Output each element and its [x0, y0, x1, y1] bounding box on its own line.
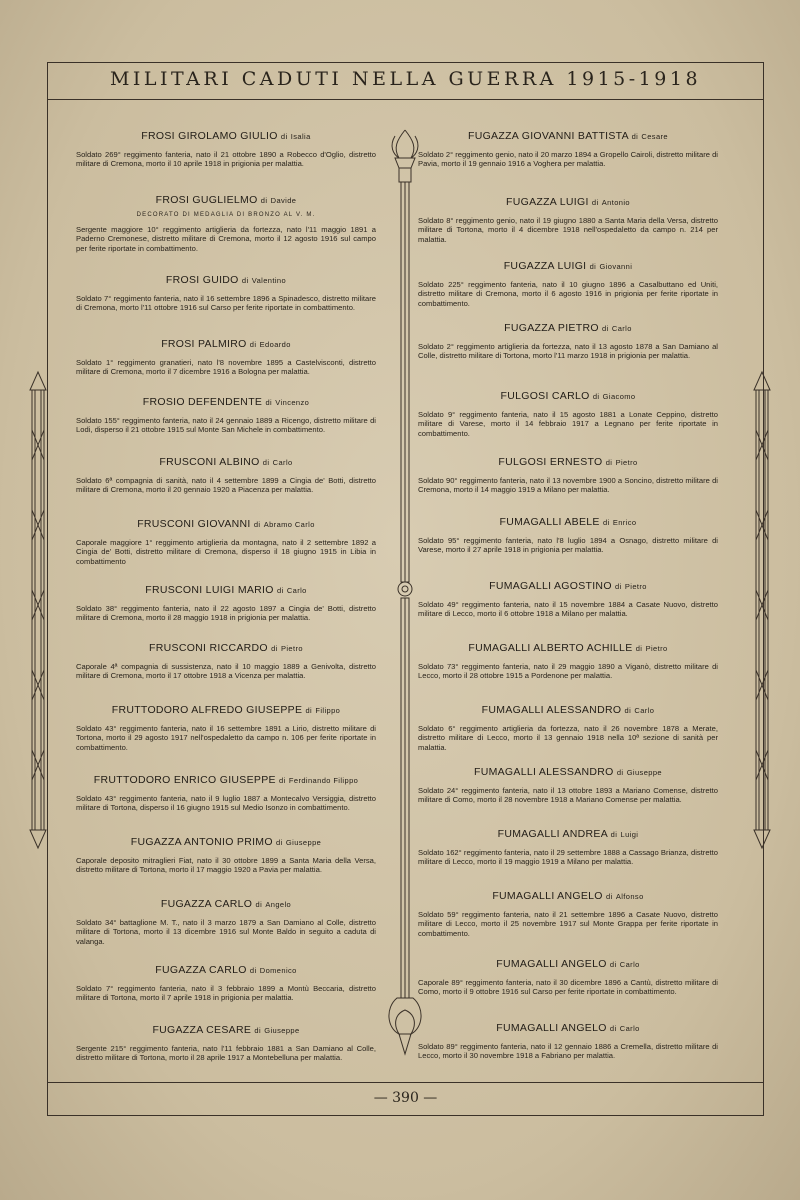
entry-text: Soldato 2° reggimento artiglieria da fortezza, nato il 13 agosto 1878 a San Damiano al Colle, distretto militare di Tortona, morto l'11 marzo 1918 in prigionia per malattia. — [418, 342, 718, 361]
entry-name: FUMAGALLI ANGELO di Alfonso — [492, 890, 644, 902]
entry — [76, 642, 376, 681]
entry — [418, 1022, 718, 1061]
entry-name: FRUSCONI RICCARDO di Pietro — [149, 642, 303, 654]
page-title: MILITARI CADUTI NELLA GUERRA 1915-1918 — [109, 68, 702, 90]
right-fasces-ornament — [748, 370, 776, 850]
entry — [76, 194, 376, 253]
entry-text: Soldato 34° battaglione M. T., nato il 3 marzo 1879 a San Damiano al Colle, distretto militare di Tortona, morto il 13 dicembre 1916 sul Monte Baldo in seguito a caduta di valanga. — [76, 918, 376, 946]
entry-text: Caporale maggiore 1° reggimento artiglieria da montagna, nato il 2 settembre 1892 a Cingia de' Botti, distretto militare di Cremona, disperso il 18 giugno 1915 in Libia in combattimento — [76, 538, 376, 566]
entry-name: FUGAZZA LUIGI di Giovanni — [503, 260, 633, 272]
entry-text: Soldato 89° reggimento fanteria, nato il 12 gennaio 1886 a Cremella, distretto militare di Lecco, morto il 30 novembre 1918 a Fabriano per malattia. — [418, 1042, 718, 1061]
entry-text: Soldato 38° reggimento fanteria, nato il 22 agosto 1897 a Cingia de' Botti, distretto militare di Cremona, morto il 28 maggio 1918 in prigionia per malattia. — [76, 604, 376, 623]
entry-name: FRUTTODORO ALFREDO GIUSEPPE di Filippo — [111, 704, 341, 716]
entry-name: FUGAZZA LUIGI di Antonio — [506, 196, 630, 208]
entry-text: Caporale 4ª compagnia di sussistenza, nato il 10 maggio 1889 a Genivolta, distretto militare di Cremona, morto il 17 ottobre 1918 a Vicenza per malattia. — [76, 662, 376, 681]
entry-text: Soldato 90° reggimento fanteria, nato il 13 novembre 1900 a Soncino, distretto militare di Cremona, morto il 14 maggio 1919 a Milano per malattia. — [418, 476, 718, 495]
entry — [76, 456, 376, 495]
entry-text: Soldato 6ª compagnia di sanità, nato il 4 settembre 1899 a Cingia de' Botti, distretto militare di Cremona, morto il 20 gennaio 1920 a Piacenza per malattia. — [76, 476, 376, 495]
entry — [76, 396, 376, 435]
entry-text: Soldato 43° reggimento fanteria, nato il 9 luglio 1887 a Montecalvo Versiggia, distretto militare di Tortona, disperso il 16 giugno 1915 sul Medio Isonzo in combattimento. — [76, 794, 376, 813]
entry-name: FUMAGALLI ANGELO di Carlo — [496, 1022, 640, 1034]
page-number: — 390 — — [373, 1090, 438, 1106]
entry — [418, 260, 718, 308]
entry-text: Soldato 59° reggimento fanteria, nato il 21 settembre 1896 a Casate Nuovo, distretto militare di Lecco, morto il 25 novembre 1917 sul Monte Grappa per ferite riportate in combattimento. — [418, 910, 718, 938]
entry — [418, 322, 718, 361]
entry-name: FRUTTODORO ENRICO GIUSEPPE di Ferdinando Filippo — [93, 774, 359, 786]
entry — [76, 774, 376, 813]
entry-name: FUGAZZA CARLO di Domenico — [155, 964, 297, 976]
entry-text: Soldato 8° reggimento genio, nato il 19 giugno 1880 a Santa Maria della Versa, distretto militare di Tortona, morto il 4 dicembre 1918 nell'ospedaletto da campo n. 214 per malattia. — [418, 216, 718, 244]
entry — [76, 704, 376, 752]
entry — [76, 1024, 376, 1063]
entry-text: Soldato 162° reggimento fanteria, nato il 29 settembre 1888 a Cassago Brianza, distretto militare di Lecco, morto il 19 maggio 1919 a Milano per malattia. — [418, 848, 718, 867]
entry-name: FROSIO DEFENDENTE di Vincenzo — [142, 396, 310, 408]
entry — [418, 890, 718, 938]
entry-text: Soldato 7° reggimento fanteria, nato il 16 settembre 1896 a Spinadesco, distretto militare di Cremona, morto l'11 ottobre 1916 sul Carso per ferite riportate in combattimento. — [76, 294, 376, 313]
entry-name: FUMAGALLI ANDREA di Luigi — [497, 828, 639, 840]
entry — [418, 456, 718, 495]
entry-name: FUGAZZA GIOVANNI BATTISTA di Cesare — [467, 130, 668, 142]
entry-text: Soldato 269° reggimento fanteria, nato il 21 ottobre 1890 a Robecco d'Oglio, distretto militare di Cremona, morto il 10 aprile 1918 in prigionia per malattia. — [76, 150, 376, 169]
entry-text: Sergente 215° reggimento fanteria, nato l'11 febbraio 1881 a San Damiano al Colle, distretto militare di Tortona, morto il 28 aprile 1917 a Montebelluna per malattia. — [76, 1044, 376, 1063]
entry-text: Soldato 95° reggimento fanteria, nato l'8 luglio 1894 a Osnago, distretto militare di Varese, morto il 27 aprile 1918 in prigionia per malattia. — [418, 536, 718, 555]
entry-name: FUMAGALLI ALESSANDRO di Giuseppe — [473, 766, 662, 778]
entry — [76, 130, 376, 169]
entry-name: FUMAGALLI ANGELO di Carlo — [496, 958, 640, 970]
entry-name: FUGAZZA PIETRO di Carlo — [504, 322, 632, 334]
entry-name: FULGOSI CARLO di Giacomo — [500, 390, 636, 402]
decoration-note: DECORATO DI MEDAGLIA DI BRONZO AL V. M. — [136, 212, 316, 218]
entry-name: FRUSCONI ALBINO di Carlo — [159, 456, 293, 468]
entry-name: FRUSCONI GIOVANNI di Abramo Carlo — [137, 518, 315, 530]
entry-name: FRUSCONI LUIGI MARIO di Carlo — [145, 584, 307, 596]
entry-text: Soldato 49° reggimento fanteria, nato il 15 novembre 1884 a Casate Nuovo, distretto militare di Lecco, morto il 6 ottobre 1918 a Milano per malattia. — [418, 600, 718, 619]
header-divider — [47, 99, 764, 100]
entry — [418, 766, 718, 805]
entry-name: FUMAGALLI AGOSTINO di Pietro — [489, 580, 647, 592]
entry — [76, 518, 376, 566]
entry — [418, 516, 718, 555]
entry — [76, 584, 376, 623]
entry-text: Caporale deposito mitraglieri Fiat, nato il 30 ottobre 1899 a Santa Maria della Versa, distretto militare di Tortona, morto il 17 maggio 1920 a Pavia per malattia. — [76, 856, 376, 875]
entry-text: Sergente maggiore 10° reggimento artiglieria da fortezza, nato l'11 maggio 1891 a Paderno Cremonese, distretto militare di Cremona, morto il 12 agosto 1916 sul campo per ferite riportate in combattimento. — [76, 225, 376, 253]
entry-text: Soldato 73° reggimento fanteria, nato il 29 maggio 1890 a Viganò, distretto militare di Lecco, morto il 28 ottobre 1915 a Pordenone per malattia. — [418, 662, 718, 681]
entry-name: FUMAGALLI ALBERTO ACHILLE di Pietro — [468, 642, 668, 654]
entry — [418, 130, 718, 169]
entry — [418, 196, 718, 244]
entry-name: FUMAGALLI ALESSANDRO di Carlo — [481, 704, 655, 716]
entry-text: Caporale 89° reggimento fanteria, nato il 30 dicembre 1896 a Cantù, distretto militare di Como, morto il 9 ottobre 1916 sul Carso per ferite riportate in combattimento. — [418, 978, 718, 997]
entry-name: FROSI GIROLAMO GIULIO di Isalia — [141, 130, 311, 142]
entry-text: Soldato 2° reggimento genio, nato il 20 marzo 1894 a Gropello Cairoli, distretto militare di Pavia, morto il 19 gennaio 1916 a Voghera per malattia. — [418, 150, 718, 169]
entry-text: Soldato 6° reggimento artiglieria da fortezza, nato il 26 novembre 1878 a Merate, distretto militare di Lecco, morto il 13 gennaio 1918 nella 10ª sezione di sanità per malattia. — [418, 724, 718, 752]
entry-text: Soldato 43° reggimento fanteria, nato il 16 settembre 1891 a Lirio, distretto militare di Tortona, morto il 29 agosto 1917 nell'ospedaletto da campo n. 106 per ferite riportate in combattimento. — [76, 724, 376, 752]
entry — [76, 964, 376, 1003]
entry — [418, 642, 718, 681]
entry-text: Soldato 7° reggimento fanteria, nato il 3 febbraio 1899 a Montù Beccaria, distretto militare di Tortona, morto il 7 aprile 1918 in prigionia per malattia. — [76, 984, 376, 1003]
entry-name: FUGAZZA CARLO di Angelo — [160, 898, 292, 910]
entry-text: Soldato 155° reggimento fanteria, nato il 24 gennaio 1889 a Ricengo, distretto militare di Lodi, disperso il 21 ottobre 1915 sul Monte San Michele in combattimento. — [76, 416, 376, 435]
entry-text: Soldato 1° reggimento granatieri, nato l'8 novembre 1895 a Castelvisconti, distretto militare di Cremona, morto il 7 dicembre 1916 a Bologna per malattia. — [76, 358, 376, 377]
left-fasces-ornament — [24, 370, 52, 850]
entry — [418, 580, 718, 619]
entry — [418, 828, 718, 867]
entry-text: Soldato 24° reggimento fanteria, nato il 13 ottobre 1893 a Mariano Comense, distretto militare di Como, morto il 28 novembre 1918 a Mariano Comense per malattia. — [418, 786, 718, 805]
entry — [76, 274, 376, 313]
entry — [418, 704, 718, 752]
entry — [76, 898, 376, 946]
entry-name: FUGAZZA CESARE di Giuseppe — [152, 1024, 300, 1036]
entry-name: FUGAZZA ANTONIO PRIMO di Giuseppe — [130, 836, 322, 848]
entry — [76, 836, 376, 875]
entry-text: Soldato 225° reggimento fanteria, nato il 10 giugno 1896 a Casalbuttano ed Uniti, distretto militare di Cremona, morto il 6 agosto 1916 in prigionia per ferite riportate in combattimento. — [418, 280, 718, 308]
entry-name: FULGOSI ERNESTO di Pietro — [498, 456, 638, 468]
entry — [76, 338, 376, 377]
entry-name: FUMAGALLI ABELE di Enrico — [499, 516, 637, 528]
entry-name: FROSI GUIDO di Valentino — [165, 274, 287, 286]
entry-name: FROSI PALMIRO di Edoardo — [161, 338, 291, 350]
entry — [418, 390, 718, 438]
entry-name: FROSI GUGLIELMO di Davide — [155, 194, 297, 206]
entry — [418, 958, 718, 997]
footer-divider — [47, 1082, 764, 1083]
entry-text: Soldato 9° reggimento fanteria, nato il 15 agosto 1881 a Lonate Ceppino, distretto militare di Varese, morto il 14 febbraio 1917 a Legnano per ferite riportate in combattimento. — [418, 410, 718, 438]
